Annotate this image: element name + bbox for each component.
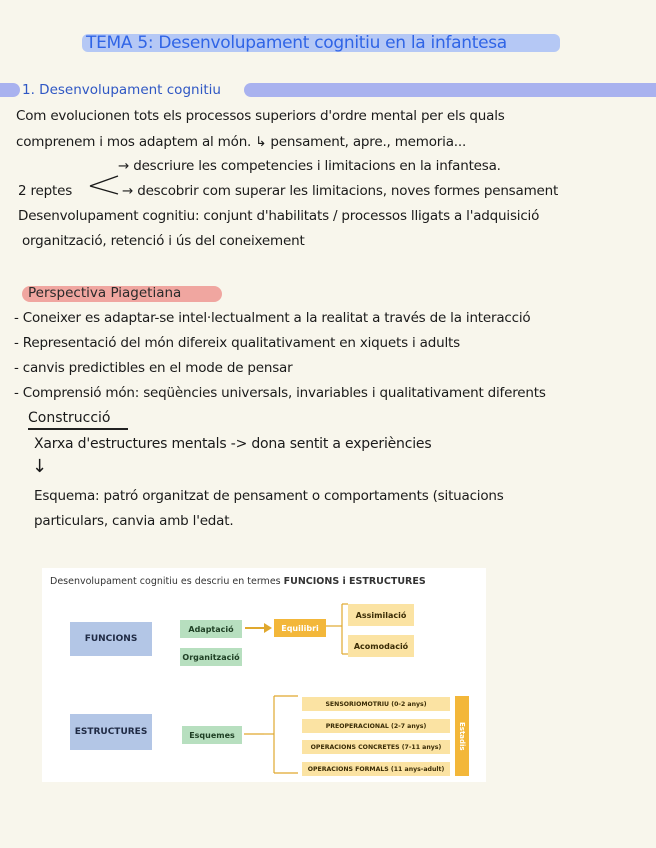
section-heading-bar-right	[244, 83, 656, 97]
xarxa-line: Xarxa d'estructures mentals -> dona sentit a experiències	[34, 436, 432, 452]
repte-1: → descriure les competencies i limitacions en la infantesa.	[118, 158, 501, 174]
esquema-line-1: Esquema: patró organitzat de pensament o comportaments (situacions	[34, 488, 504, 504]
definition-line-1: Desenvolupament cognitiu: conjunt d'habilitats / processos lligats a l'adquisició	[18, 208, 540, 224]
intro-line-2: comprenem i mos adaptem al món. ↳ pensament, apre., memoria...	[16, 134, 467, 150]
stage-operacions-formals: OPERACIONS FORMALS (11 anys-adult)	[302, 762, 450, 776]
esquema-line-2: particulars, canvia amb l'edat.	[34, 513, 234, 529]
down-arrow-icon: ↓	[32, 456, 48, 477]
page-title: TEMA 5: Desenvolupament cognitiu en la infantesa	[86, 33, 507, 53]
adaptacio-box: Adaptació	[180, 620, 242, 638]
funcions-box: FUNCIONS	[70, 622, 152, 656]
piaget-bullet-3: - canvis predictibles en el mode de pensar	[14, 360, 293, 376]
estructures-box: ESTRUCTURES	[70, 714, 152, 750]
section-heading: 1. Desenvolupament cognitiu	[22, 82, 221, 98]
estadis-label: Estadis	[455, 696, 469, 776]
definition-line-2: organització, retenció i ús del coneixement	[22, 233, 305, 249]
reptes-label: 2 reptes	[18, 183, 73, 199]
assimilacio-box: Assimilació	[348, 604, 414, 626]
esquemes-box: Esquemes	[182, 726, 242, 744]
piaget-bullet-4: - Comprensió món: seqüències universals, invariables i qualitativament diferents	[14, 385, 546, 401]
equilibri-box: Equilibri	[274, 619, 326, 637]
stage-sensoriomotriu: SENSORIOMOTRIU (0-2 anys)	[302, 697, 450, 711]
diagram-caption-normal: Desenvolupament cognitiu es descriu en termes	[50, 576, 284, 587]
piaget-heading: Perspectiva Piagetiana	[28, 285, 182, 301]
funcions-estructures-diagram	[42, 568, 486, 782]
intro-line-1: Com evolucionen tots els processos superiors d'ordre mental per els quals	[16, 108, 505, 124]
construccio-underline	[28, 428, 128, 430]
piaget-bullet-1: - Coneixer es adaptar-se intel·lectualment a la realitat a través de la interacció	[14, 310, 531, 326]
stage-preoperacional: PREOPERACIONAL (2-7 anys)	[302, 719, 450, 733]
section-heading-bar-left	[0, 83, 20, 97]
organitzacio-box: Organització	[180, 648, 242, 666]
construccio-heading: Construcció	[28, 410, 111, 426]
repte-2: → descobrir com superar les limitacions, noves formes pensament	[122, 183, 559, 199]
stage-operacions-concretes: OPERACIONS CONCRETES (7-11 anys)	[302, 740, 450, 754]
branch-arrow-icon	[88, 172, 122, 198]
diagram-caption-bold: FUNCIONS i ESTRUCTURES	[283, 576, 426, 587]
acomodacio-box: Acomodació	[348, 635, 414, 657]
piaget-bullet-2: - Representació del món difereix qualitativament en xiquets i adults	[14, 335, 460, 351]
